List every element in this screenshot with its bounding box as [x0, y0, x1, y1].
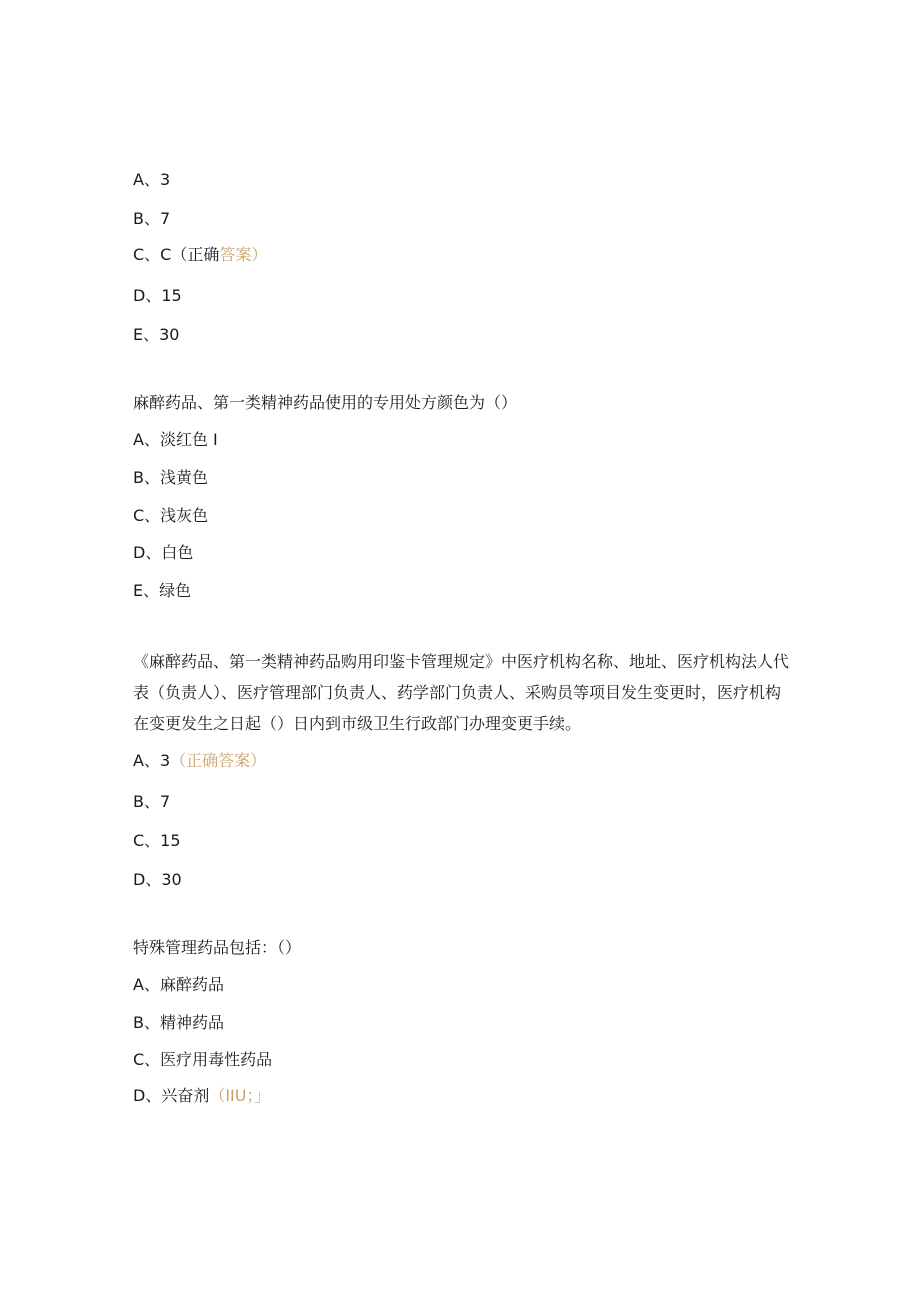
q3-option-b-label: B、7: [133, 792, 171, 811]
q1-option-a-label: A、3: [133, 170, 171, 189]
q2-option-b: [133, 468, 208, 488]
q1-option-c-label: C、C: [133, 245, 172, 264]
q2-option-e-label: E、绿色: [133, 581, 192, 600]
q3-question: 《麻醉药品、第一类精神药品购用印鉴卡管理规定》中医疗机构名称、地址、医疗机构法人代表（负责人）、医疗管理部门负责人、药学部门负责人、采购员等项目发生变更时，医疗机构在变更发生之日起（）日内到市级卫生行政部门办理变更手续。: [133, 652, 790, 733]
q2-option-a: [133, 430, 218, 450]
q3-answer-mark: （正确答案）: [170, 751, 267, 770]
q1-option-e-label: E、30: [133, 325, 180, 344]
q4-option-c-label: C、医疗用毒性药品: [133, 1050, 273, 1069]
q1-answer-mark-light: 答案）: [219, 245, 268, 264]
q3-option-d: [133, 870, 182, 890]
q3-option-d-label: D、30: [133, 870, 182, 889]
q4-option-a: [133, 975, 224, 995]
q4-option-d-label: D、兴奋剂: [133, 1086, 210, 1105]
q2-option-b-label: B、浅黄色: [133, 468, 208, 487]
q2-option-a-label: A、淡红色 I: [133, 430, 218, 449]
q3-option-c-label: C、15: [133, 831, 181, 850]
q2-option-e: [133, 581, 191, 601]
q3-option-a-label: A、3: [133, 751, 171, 770]
q1-answer-mark-dark: （正确: [171, 245, 220, 264]
q4-option-b-label: B、精神药品: [133, 1013, 224, 1032]
q2-option-d: [133, 543, 193, 563]
q4-option-d: [133, 1086, 270, 1106]
q1-option-d-label: D、15: [133, 286, 182, 305]
q2-question: 麻醉药品、第一类精神药品使用的专用处方颜色为（）: [133, 393, 518, 412]
q4-option-c: [133, 1050, 272, 1070]
q1-option-b: [133, 209, 170, 229]
q4-question: 特殊管理药品包括：（）: [133, 938, 302, 957]
q1-option-c: [133, 245, 267, 265]
q1-option-e: [133, 325, 179, 345]
q3-option-c: [133, 831, 181, 851]
q3-option-a: [133, 751, 266, 771]
q2-option-d-label: D、白色: [133, 543, 194, 562]
q4-answer-mark: （IIU；」: [209, 1086, 271, 1105]
q2-option-c: [133, 506, 208, 526]
q1-option-d: [133, 286, 182, 306]
q4-option-b: [133, 1013, 224, 1033]
q2-option-c-label: C、浅灰色: [133, 506, 209, 525]
q1-option-a: [133, 170, 170, 190]
q3-option-b: [133, 792, 170, 812]
q4-option-a-label: A、麻醉药品: [133, 975, 224, 994]
q1-option-b-label: B、7: [133, 209, 171, 228]
